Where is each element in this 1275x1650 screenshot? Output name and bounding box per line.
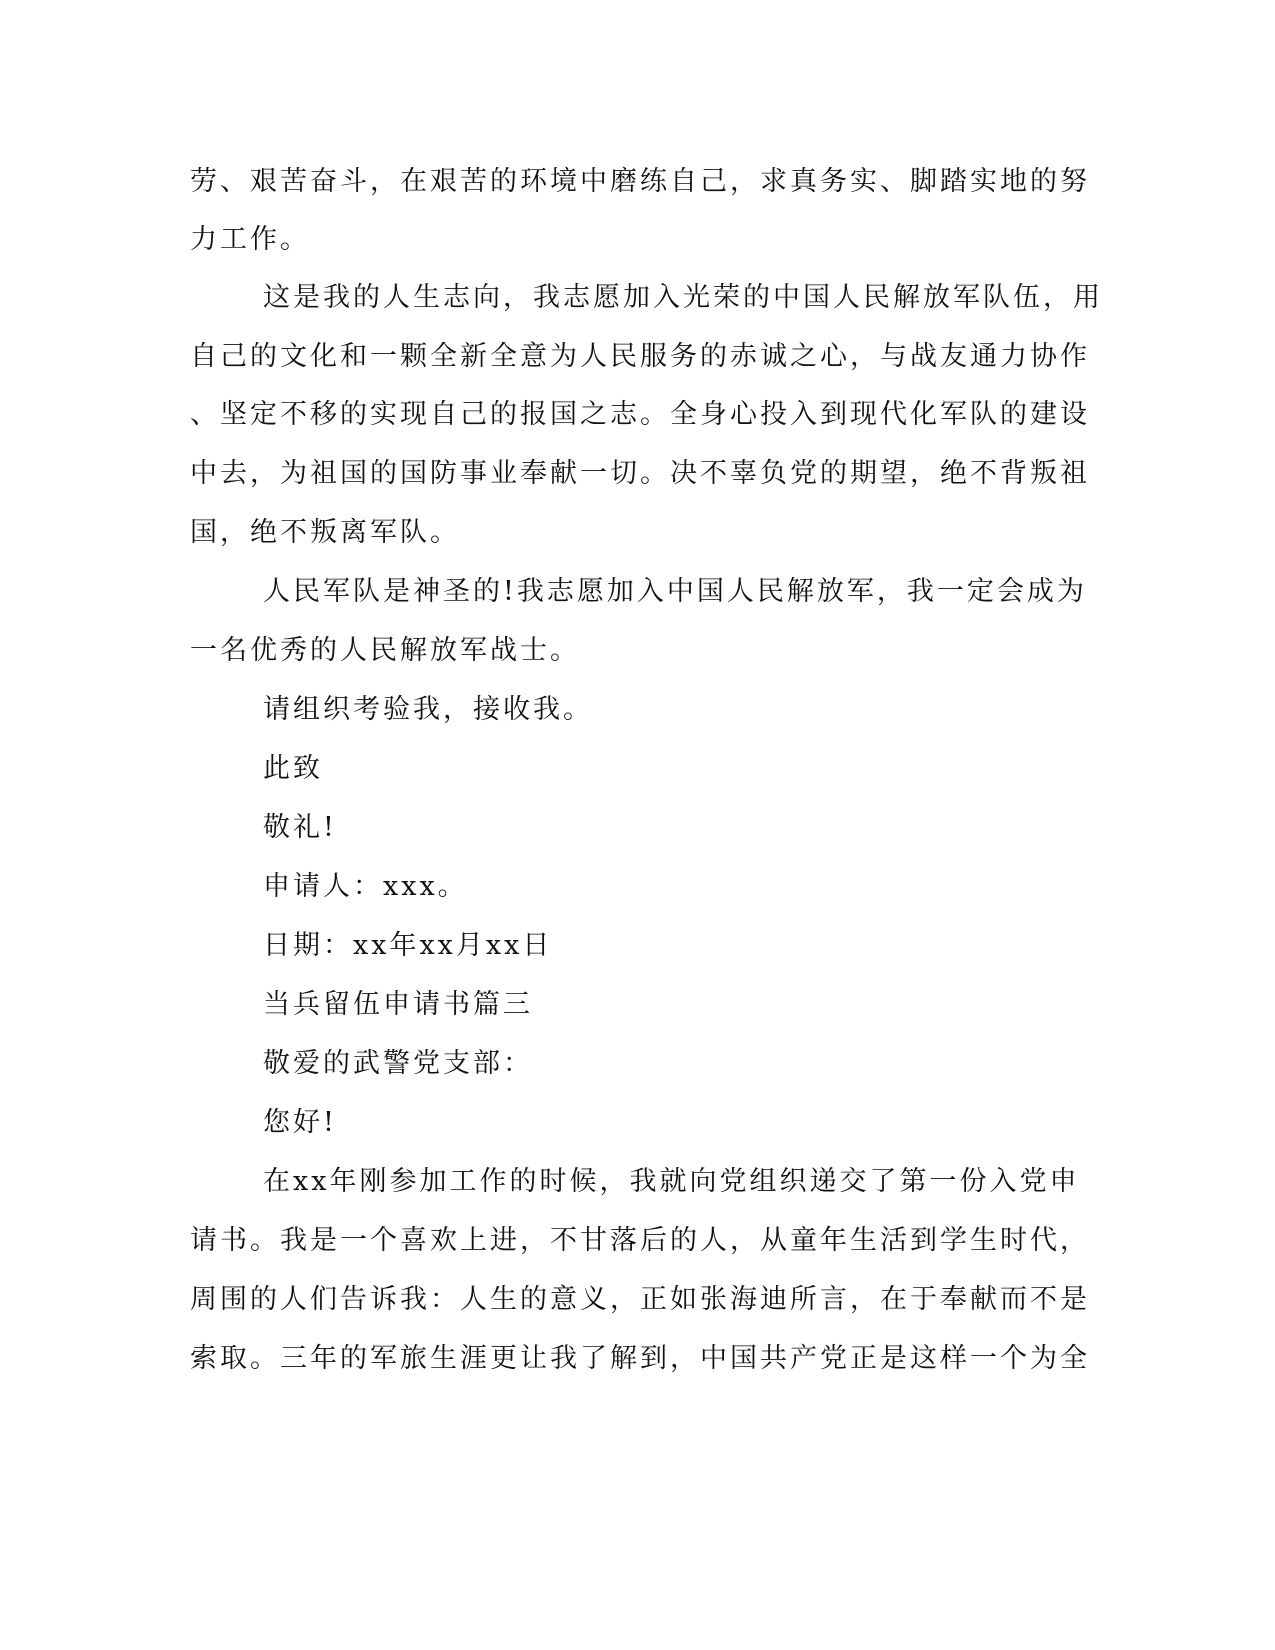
text-line-13: 申请人：xxx。 xyxy=(263,871,468,902)
text-line-14: 日期：xx年xx月xx日 xyxy=(263,930,553,961)
text-line-15: 当兵留伍申请书篇三 xyxy=(263,989,533,1020)
text-line-12: 敬礼! xyxy=(263,812,337,843)
text-line-5: 、坚定不移的实现自己的报国之志。全身心投入到现代化军队的建设 xyxy=(190,399,1090,430)
text-line-2: 力工作。 xyxy=(190,224,310,255)
text-line-4: 自己的文化和一颗全新全意为人民服务的赤诚之心，与战友通力协作 xyxy=(190,341,1090,372)
text-line-3: 这是我的人生志向，我志愿加入光荣的中国人民解放军队伍，用 xyxy=(263,282,1103,313)
text-line-16: 敬爱的武警党支部： xyxy=(263,1048,533,1079)
text-line-11: 此致 xyxy=(263,753,323,784)
text-line-6: 中去，为祖国的国防事业奉献一切。决不辜负党的期望，绝不背叛祖 xyxy=(190,458,1090,489)
text-line-9: 一名优秀的人民解放军战士。 xyxy=(190,635,580,666)
text-line-10: 请组织考验我，接收我。 xyxy=(263,694,593,725)
text-line-19: 请书。我是一个喜欢上进，不甘落后的人，从童年生活到学生时代， xyxy=(190,1225,1090,1256)
text-line-7: 国，绝不叛离军队。 xyxy=(190,517,460,548)
text-line-8: 人民军队是神圣的!我志愿加入中国人民解放军，我一定会成为 xyxy=(263,576,1087,607)
text-line-17: 您好! xyxy=(263,1107,337,1138)
text-line-1: 劳、艰苦奋斗，在艰苦的环境中磨练自己，求真务实、脚踏实地的努 xyxy=(190,166,1090,197)
text-line-21: 索取。三年的军旅生涯更让我了解到，中国共产党正是这样一个为全 xyxy=(190,1343,1090,1374)
text-line-18: 在xx年刚参加工作的时候，我就向党组织递交了第一份入党申 xyxy=(263,1166,1080,1197)
text-line-20: 周围的人们告诉我：人生的意义，正如张海迪所言，在于奉献而不是 xyxy=(190,1284,1090,1315)
